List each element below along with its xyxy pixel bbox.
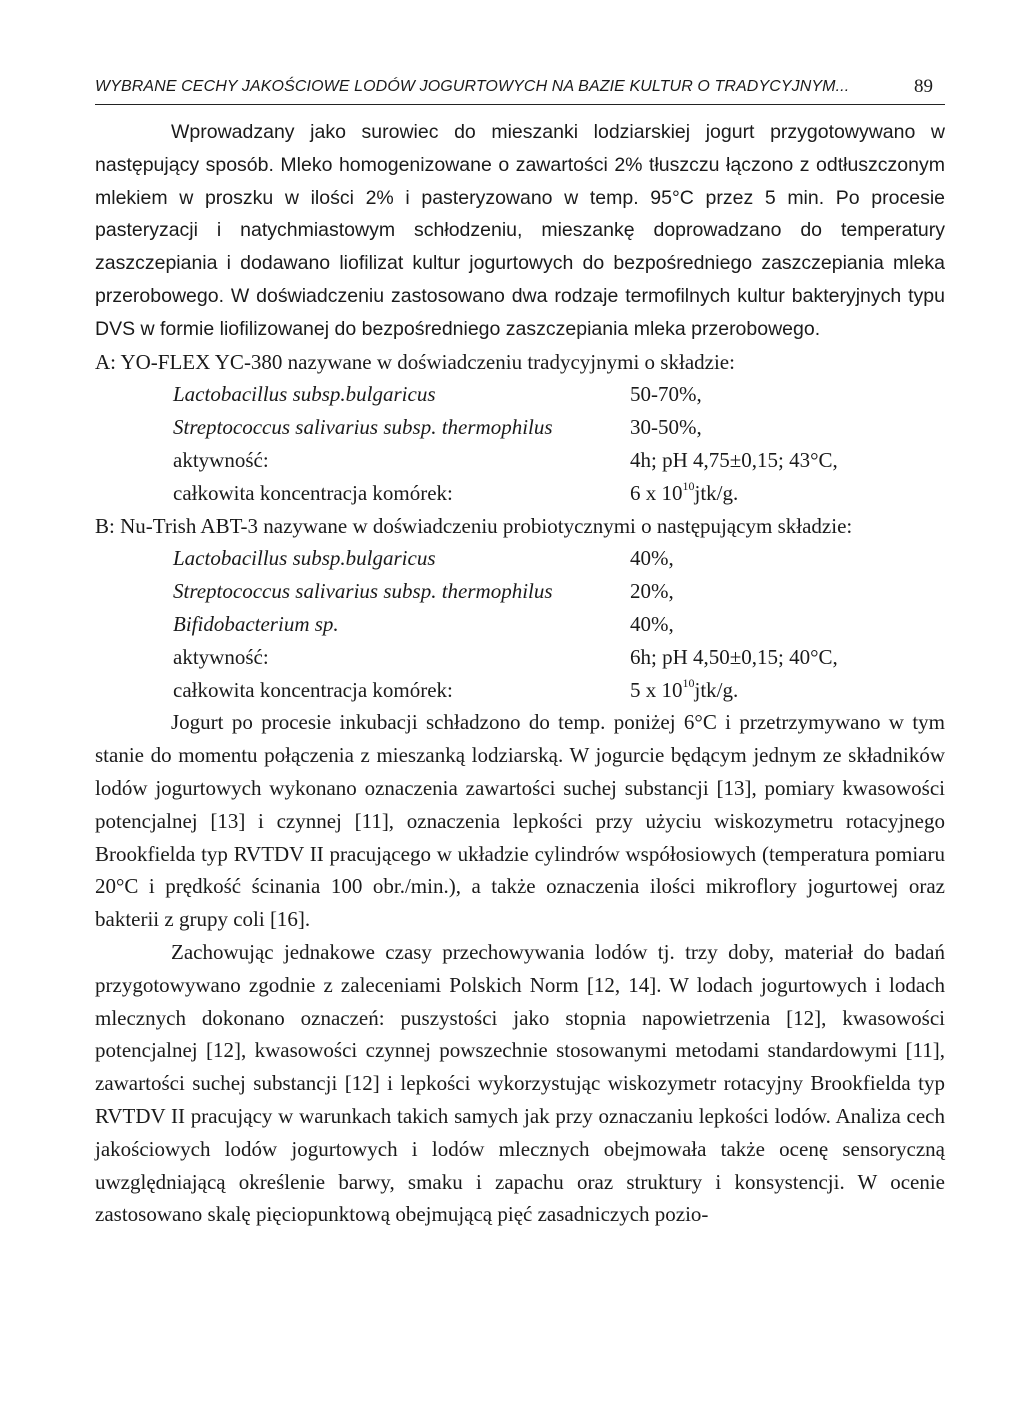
cell-count-value — [630, 674, 738, 707]
cell-count-value — [630, 477, 738, 510]
activity-value: 6h; pH 4,50±0,15; 40°C, — [630, 644, 838, 669]
organism-name: Streptococcus salivarius subsp. thermophilus — [173, 579, 553, 604]
paragraph-icecream-analysis: Zachowując jednakowe czasy przechowywania lodów tj. trzy doby, materiał do badań przygotowywano zgodnie z zaleceniami Polskich Norm [12, 14]. W lodach jogurtowych i lodach mlecznych dokonano oznaczeń: puszystości jako stopnia napowietrzenia [12], kwasowości potencjalnej [12], kwasowości czynnej powszechnie stosowanymi metodami standardowymi [11], zawartości suchej substancji [12] i lepkości wykorzystując wiskozymetr rotacyjny Brookfielda typ RVTDV II pracujący w warunkach takich samych jak przy oznaczaniu lepkości lodów. Analiza cech jakościowych lodów jogurtowych i lodów mlecznych obejmowała także ocenę sensoryczną uwzględniającą określenie barwy, smaku i zapachu oraz struktury i konsystencji. W ocenie zastosowano skalę pięciopunktową obejmującą pięć zasadniczych pozio- — [95, 939, 945, 1227]
composition-row — [95, 411, 945, 444]
cell-count-label: całkowita koncentracja komórek: — [173, 677, 453, 702]
organism-name: Lactobacillus subsp.bulgaricus — [173, 546, 436, 571]
cell-count-exponent: 10 — [682, 478, 695, 493]
composition-row — [95, 608, 945, 641]
organism-value: 50-70%, — [630, 382, 702, 407]
cell-count-exponent: 10 — [682, 675, 695, 690]
cell-count-base: 5 x 10 — [630, 677, 683, 702]
organism-value: 40%, — [630, 611, 674, 636]
page-number: 89 — [914, 76, 933, 97]
activity-value: 4h; pH 4,75±0,15; 43°C, — [630, 447, 838, 472]
composition-row — [95, 641, 945, 674]
cell-count-base: 6 x 10 — [630, 480, 683, 505]
organism-name: Streptococcus salivarius subsp. thermophilus — [173, 415, 553, 440]
culture-b-intro: B: Nu-Trish ABT-3 nazywane w doświadczeniu probiotycznymi o następującym składzie: — [95, 513, 853, 538]
cell-count-label: całkowita koncentracja komórek: — [173, 480, 453, 505]
composition-row — [95, 444, 945, 477]
organism-name: Bifidobacterium sp. — [173, 611, 339, 636]
composition-row — [95, 542, 945, 575]
composition-row — [95, 674, 945, 707]
organism-name: Lactobacillus subsp.bulgaricus — [173, 382, 436, 407]
culture-b-composition — [95, 542, 945, 706]
paragraph-yogurt-analysis: Jogurt po procesie inkubacji schładzono do temp. poniżej 6°C i przetrzymywano w tym stanie do momentu połączenia z mieszanką lodziarską. W jogurcie będącym jednym ze składników lodów jogurtowych wykonano oznaczenia zawartości suchej substancji [13], pomiary kwasowości potencjalnej [13] i czynnej [11], oznaczenia lepkości przy użyciu wiskozymetru rotacyjnego Brookfielda typ RVTDV II pracującego w układzie cylindrów współosiowych (temperatura pomiaru 20°C i prędkość ścinania 100 obr./min.), a także oznaczenia ilości mikroflory jogurtowej oraz bakterii z grupy coli [16]. — [95, 710, 945, 932]
culture-a-intro: A: YO-FLEX YC-380 nazywane w doświadczeniu tradycyjnymi o składzie: — [95, 349, 735, 374]
culture-a-composition — [95, 378, 945, 509]
cell-count-unit: jtk/g. — [694, 480, 739, 505]
running-header — [95, 78, 945, 105]
organism-value: 30-50%, — [630, 415, 702, 440]
activity-label: aktywność: — [173, 447, 269, 472]
body-text — [95, 116, 945, 1231]
paragraph-preparation: Wprowadzany jako surowiec do mieszanki lodziarskiej jogurt przygotowywano w następujący sposób. Mleko homogenizowane o zawartości 2% tłuszczu łączono z odtłuszczonym mlekiem w proszku w ilości 2% i pasteryzowano w temp. 95°C przez 5 min. Po procesie pasteryzacji i natychmiastowym schłodzeniu, mieszankę doprowadzano do temperatury zaszczepiania i dodawano liofilizat kultur jogurtowych do bezpośredniego zaszczepiania mleka przerobowego. W doświadczeniu zastosowano dwa rodzaje termofilnych kultur bakteryjnych typu DVS w formie liofilizowanej do bezpośredniego zaszczepiania mleka przerobowego. — [95, 121, 945, 340]
organism-value: 40%, — [630, 546, 674, 571]
composition-row — [95, 477, 945, 510]
activity-label: aktywność: — [173, 644, 269, 669]
organism-value: 20%, — [630, 579, 674, 604]
cell-count-unit: jtk/g. — [694, 677, 739, 702]
composition-row — [95, 378, 945, 411]
composition-row — [95, 575, 945, 608]
running-title: WYBRANE CECHY JAKOŚCIOWE LODÓW JOGURTOWYCH NA BAZIE KULTUR O TRADYCYJNYM... — [95, 78, 850, 95]
